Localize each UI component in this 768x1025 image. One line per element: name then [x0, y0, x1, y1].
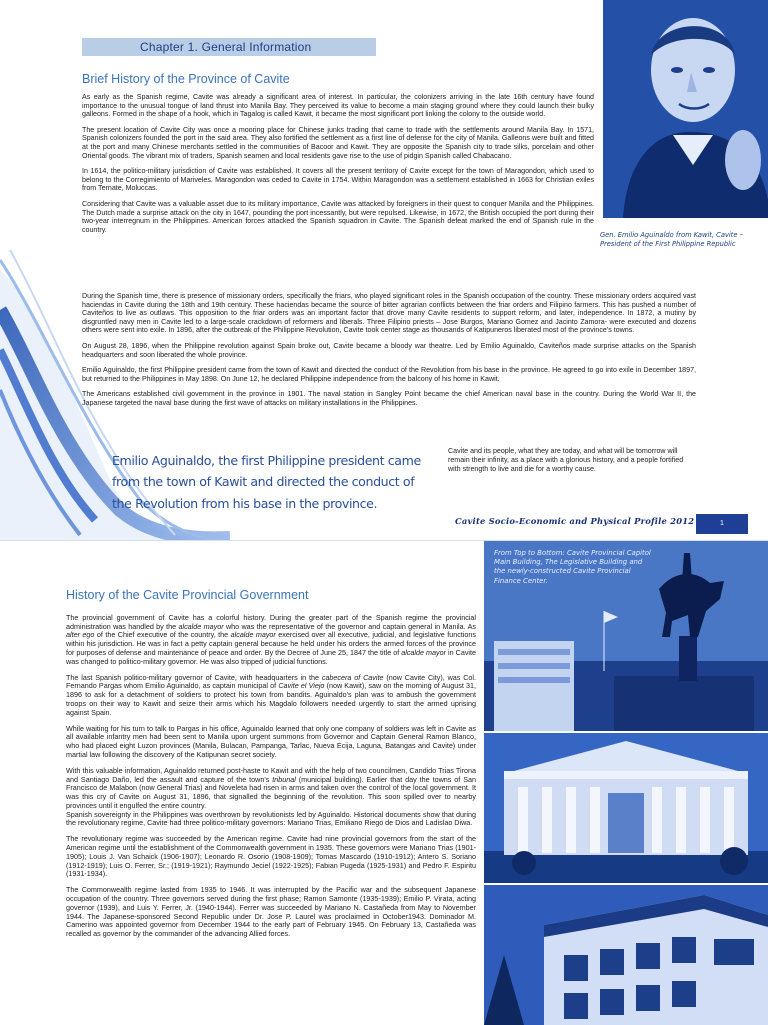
portrait-caption: Gen. Emilio Aguinaldo from Kawit, Cavite – President of the First Philippine Republic — [600, 231, 743, 249]
legislative-building-photo — [484, 733, 768, 883]
paragraph: While waiting for his turn to talk to Pargas in his office, Aguinaldo learned that only one company of soldiers was left in Cavite as all available infantry men had been sent to Manila upon urgent summons from Governor and Captain General Ramon Blanco, who had placed eight Luzon provinces (Manila, Bulacan, Pampanga, Tarlac, Nueva Ecija, Laguna, Batangas and Cavite) under martial law following the discovery of the Katipunan secret society. — [66, 723, 476, 759]
text-run: who was the representative of the governor and captain general in Manila. As — [223, 621, 476, 631]
chapter-banner: Chapter 1. General Information — [82, 38, 376, 56]
italic-term: alcalde mayor — [401, 647, 446, 657]
italic-term: alter ego — [66, 630, 95, 640]
text-run: The provincial government of Cavite has a colorful history. During the greater part of the Spanish regime the provincial administration was handled by the — [66, 613, 476, 631]
closing-text: Cavite and its people, what they are today, and what will be tomorrow will remain their infinity, as a place with a glorious history, and a people fortified with strength to live and die for a worthy cause. — [448, 447, 684, 473]
paragraph: On August 28, 1896, when the Philippine revolution against Spain broke out, Cavite became a bloody war theatre. Led by Emilio Aguinaldo, Caviteños made surprise attacks on the Spanish headquarters and soon liberated the whole province. — [82, 341, 696, 359]
paragraph: During the Spanish time, there is presence of missionary orders, specifically the friars, who played significant roles in the Spanish occupation of the country. These missionary orders acquired vast haciendas in Cavite during the 18th and 19th century. These haciendas became the source of bitter agrarian conflicts between the friar orders and Filipino farmers. This has pushed a number of Caviteños to live as outlaws. This opposition to the friar orders was an important factor that drove many Cavite residents to support reform, and later, independence. In 1872, a mutiny by disgruntled navy men in Cavite led to a large-scale crackdown of reformers and liberals. Three Filipino priests – Jose Burgos, Mariano Gomez and Jacinto Zamora- were executed and dozens others were sent into exile. In 1896, after the outbreak of the Philippine Revolution, Cavite took center stage as thousands of Katipuneros liberated most of the province's towns. — [82, 292, 696, 335]
history-text-bottom — [82, 292, 696, 415]
provincial-government-text — [66, 614, 476, 946]
history-text-top — [82, 93, 594, 241]
text-run: of the Chief executive of the country, the — [94, 630, 231, 640]
finance-center-illustration — [484, 885, 768, 1025]
text-run: With this valuable information, Aguinaldo returned post-haste to Kawit and with the help of two councilmen, Candido Trias Tirona and Santiago Daño, led the assault and capture of the town's — [66, 766, 476, 784]
text-run: The last Spanish politico-military governor of Cavite, with headquarters in the — [66, 672, 322, 682]
text-run: exercised over all executive, judicial, and legislative functions within his jurisdiction. He was in fact a petty captain general because he held under his orders the armed forces of the province for purposes of defense and maintenance of peace and order. By the Decree of June 25, 1847 the title of — [66, 630, 477, 657]
paragraph — [66, 674, 476, 718]
text-run: (municipal building). Earlier that day the towns of San Francisco de Malabon (now General Trias) and Noveleta had risen in arms and taken over the control of the local government. It was this cry of Cavite on August 31, 1896, that signalled the beginning of the revolution. This soon spilled over to nearby provinces until it engulfed the entire country. — [66, 774, 476, 810]
footer-title: Cavite Socio-Economic and Physical Profile 2012 — [455, 516, 695, 526]
paragraph: The Americans established civil government in the province in 1901. The naval station in Sangley Point became the chief American naval base in the country. During the World War II, the Japanese targeted the naval base during the first wave of attacks on military installations in the Philippines. — [82, 390, 696, 407]
paragraph — [66, 767, 476, 828]
section-title-provincial-government: History of the Cavite Provincial Government — [66, 588, 309, 602]
portrait-illustration — [603, 0, 768, 218]
legislative-illustration — [484, 733, 768, 883]
paragraph: Emilio Aguinaldo, the first Philippine president came from the town of Kawit and directed the conduct of the Revolution from his base in the province. He agreed to go into exile in December 1897, but returned to the Philippines in May 1898. On June 12, he declared Philippine independence from the balcony of his home in Kawit. — [82, 366, 696, 383]
text-run: (now Cavite City), was Col. Fernando Pargas whom Emilio Aguinaldo, as captain municipal of — [66, 672, 476, 691]
paragraph: The Commonwealth regime lasted from 1935 to 1946. It was interrupted by the Pacific war and the subsequent Japanese occupation of the country. Three governors served during the first phase; Ramon Samonte (1935-1939); Emilio P. Virata, acting governor (1939), and Luis Y. Ferrer, Jr. (1940-1944). Ferrer was succeeded by Mariano N. Castañeda from May to November 1944. The Japanese-sponsored Second Republic under Dr. Jose P. Laurel was proclaimed in October1943. Dominador M. Camerino was appointed governor from December 1944 to the early part of February 1945. On February 13, Castañeda was recalled as governor by the commander of the advancing Allied forces. — [66, 885, 476, 938]
paragraph — [66, 614, 476, 666]
page-two — [0, 540, 768, 1025]
paragraph: As early as the Spanish regime, Cavite was already a significant area of interest. In particular, the colonizers arriving in the late 16th century have found importance to the unusual tongue of land thrust into Manila Bay. They perceived its value to become a main staging ground where they could launch their bulky galleons. Formed in the shape of a hook, which in Tagalog is called Kawit, it became the most significant port linking the colony to the outside world. — [82, 93, 594, 119]
italic-term: tribunal — [272, 774, 296, 784]
page-number-badge: 1 — [696, 514, 748, 534]
text-run: (now Kawit), saw on the morning of August 31, 1896 to ask for a detachment of soldiers to protect his town from bandits. Aguinaldo's plan was to ambush the government troops on their way to Kawit and seize their arms which his Magdalo followers needed urgently to start the armed uprising against Spain. — [66, 681, 477, 717]
section-title: Brief History of the Province of Cavite — [82, 72, 290, 86]
paragraph: The present location of Cavite City was once a mooring place for Chinese junks trading that came to trade with the settlements around Manila Bay. In 1571, Spanish colonizers founded the port in the said area. They also fortified the settlement as a first line of defense for the city of Manila. Galleons were built and fitted at the port and many Chinese merchants settled in the communities of Bacoor and Kawit. They are opposite the Spanish city to trade silks, porcelain and other Oriental goods. The vibrant mix of traders, Spanish seamen and local residents gave rise to the use of pidgin Spanish called Chabacano. — [82, 125, 594, 160]
italic-term: alcalde mayor — [230, 630, 276, 640]
text-run: in Cavite was changed to politico-military governor. He was also tripped of judicial functions. — [66, 647, 476, 666]
paragraph: Considering that Cavite was a valuable asset due to its military importance, Cavite was attacked by foreigners in their quest to conquer Manila and the Philippines. The Dutch made a surprise attack on the city in 1647, pounding the port incessantly, but were repulsed. Likewise, in 1672, the British occupied the port during their two-year interregnum in the Philippines. American forces attacked the Spanish squadron in Cavite. The Spanish defeat marked the end of Spanish rule in the country. — [82, 199, 594, 234]
photo-caption: From Top to Bottom: Cavite Provincial Capitol Main Building, The Legislative Building and the newly-constructed Cavite Provincial Finance Center. — [494, 549, 651, 585]
paragraph: The revolutionary regime was succeeded by the American regime. Cavite had nine provincial governors from the start of the American regime until the establishment of the Commonwealth government in 1935. These governors were Mariano Trias (1901-1905); Louis J. Van Schaick (1906-1907); Leonardo R. Osorio (1908-1909); Tomas Mascardo (1910-1912); Antero S. Soriano (1912-1919); Luis O. Ferrer, Sr.; (1919-1921); Raymundo Jeciel (1922-1925); Fabian Pugeda (1925-1931) and Pedro F. Espiritu (1931-1934). — [66, 834, 476, 879]
finance-center-photo — [484, 885, 768, 1025]
pullquote: Emilio Aguinaldo, the first Philippine president came from the town of Kawit and directed the conduct of the Revolution from his base in the province. — [112, 453, 421, 511]
italic-term: alcalde mayor — [178, 621, 224, 631]
portrait-photo — [603, 0, 768, 218]
paragraph: In 1614, the politico-military jurisdiction of Cavite was established. It covers all the present territory of Cavite except for the town of Maragondon, which used to belong to the Corregimiento of Mariveles. Maragondon was ceded to Cavite in 1754. Within Maragondon was a settlement established in 1663 for Christian exiles from Ternate, Moluccas. — [82, 167, 594, 193]
text-run: Spanish sovereignty in the Philippines was overthrown by revolutionists led by Aguinaldo. Historical documents show that during the revolutionary regime, Cavite had three politico-military governors: Mariano Trias, Emiliano Riego de Dios and Ladislao Diwa. — [66, 809, 476, 828]
italic-term: cabecera of Cavite — [321, 672, 384, 682]
italic-term: Cavite el Viejo — [278, 681, 325, 691]
photo-column — [484, 541, 768, 1025]
